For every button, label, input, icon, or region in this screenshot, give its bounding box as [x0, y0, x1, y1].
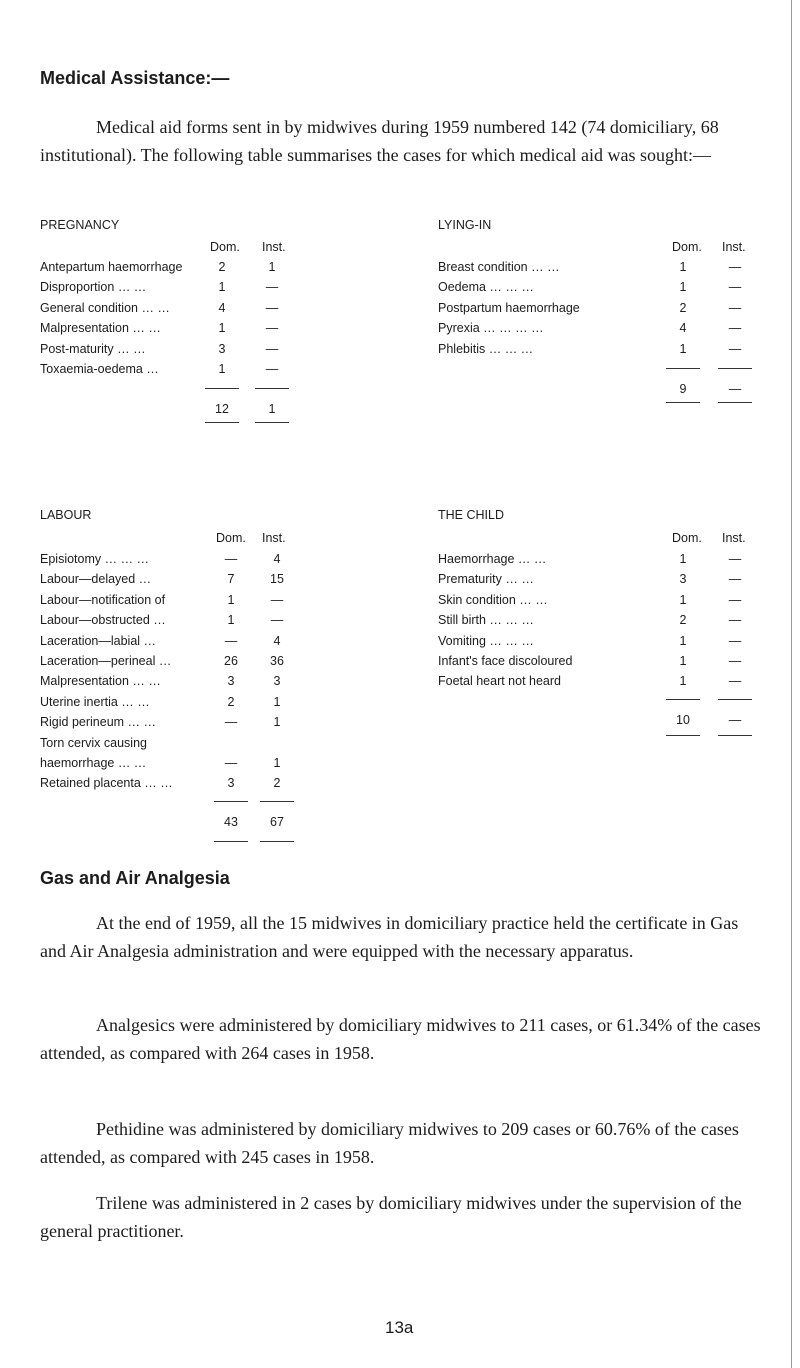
- row-inst-value: —: [728, 552, 742, 566]
- row-label: Still birth … … …: [438, 613, 534, 628]
- pregnancy-title: PREGNANCY: [40, 218, 120, 232]
- labour-row: [40, 776, 370, 796]
- labour-total-row: [40, 815, 370, 835]
- child-total-row: [438, 713, 768, 733]
- row-label: Post-maturity … …: [40, 341, 146, 356]
- child-row: [438, 634, 768, 654]
- labour-row: [40, 674, 370, 694]
- labour-table: [40, 508, 370, 838]
- row-label: Labour—notification of: [40, 592, 166, 607]
- gas-air-paragraph: At the end of 1959, all the 15 midwives in domiciliary practice held the certificate in Gas and Air Analgesia administration and were equipped with the necessary apparatus.: [40, 913, 739, 961]
- row-inst-value: —: [728, 633, 742, 648]
- row-inst-value: —: [265, 362, 279, 376]
- row-inst-value: —: [728, 300, 742, 315]
- row-label: Skin condition … …: [438, 592, 548, 607]
- page-edge-line: [791, 0, 792, 1368]
- row-dom-value: 1: [679, 592, 687, 607]
- row-dom-value: 4: [218, 300, 226, 315]
- child-row: [438, 552, 768, 572]
- row-dom-value: 2: [227, 694, 235, 709]
- total-rule-top: [214, 801, 248, 802]
- the-child-title: THE CHILD: [438, 508, 504, 522]
- row-dom-value: 26: [224, 654, 238, 668]
- row-dom-value: —: [224, 715, 238, 730]
- total-rule-top: [205, 388, 239, 389]
- row-inst-value: —: [265, 300, 279, 315]
- row-dom-value: 1: [679, 280, 687, 295]
- child-row: [438, 572, 768, 592]
- lying-in-title: LYING-IN: [438, 218, 492, 232]
- total-rule-bottom: [718, 402, 752, 403]
- lying-in-row: [438, 260, 768, 280]
- row-label: Pyrexia … … … …: [438, 321, 544, 336]
- analgesics-paragraph: Analgesics were administered by domiciliary midwives to 211 cases, or 61.34% of the cases attended, as compared with 264 cases in 1958.: [40, 1015, 761, 1063]
- total-dom-value: 10: [676, 712, 690, 727]
- row-dom-value: 1: [218, 321, 226, 336]
- row-label: Toxaemia-oedema …: [40, 362, 159, 376]
- pregnancy-dom-header: Dom.: [210, 240, 240, 254]
- total-rule-top: [666, 368, 700, 369]
- row-dom-value: 1: [218, 362, 226, 376]
- total-rule-bottom: [214, 841, 248, 842]
- row-inst-value: 1: [268, 260, 276, 274]
- row-inst-value: —: [728, 654, 742, 668]
- labour-row: [40, 552, 370, 572]
- row-label: Uterine inertia … …: [40, 694, 150, 709]
- child-row: [438, 654, 768, 674]
- row-inst-value: 4: [273, 633, 281, 648]
- total-rule-bottom: [666, 735, 700, 736]
- total-rule-bottom: [666, 402, 700, 403]
- row-label: Laceration—perineal …: [40, 654, 172, 668]
- row-dom-value: 1: [679, 654, 687, 668]
- the-child-inst-header: Inst.: [722, 531, 746, 545]
- row-dom-value: 1: [227, 613, 235, 628]
- row-inst-value: —: [265, 280, 279, 295]
- pregnancy-row: [40, 342, 360, 362]
- lying-in-inst-header: Inst.: [722, 240, 746, 254]
- row-label: Rigid perineum … …: [40, 715, 157, 730]
- row-inst-value: —: [265, 341, 279, 356]
- row-dom-value: 7: [227, 572, 235, 587]
- row-dom-value: —: [224, 552, 238, 566]
- row-label: Oedema … … …: [438, 280, 534, 295]
- row-inst-value: —: [270, 613, 284, 628]
- row-label: haemorrhage … …: [40, 756, 147, 770]
- row-dom-value: 1: [679, 341, 687, 356]
- page-number: 13a: [385, 1318, 414, 1337]
- row-dom-value: 2: [679, 300, 687, 315]
- total-rule-top: [260, 801, 294, 802]
- total-rule-bottom: [255, 422, 289, 423]
- row-inst-value: —: [728, 341, 742, 356]
- total-inst-value: —: [728, 382, 742, 396]
- row-dom-value: 4: [679, 321, 687, 336]
- pregnancy-table: [40, 218, 360, 417]
- row-inst-value: —: [728, 613, 742, 628]
- row-label: Breast condition … …: [438, 260, 560, 274]
- total-rule-bottom: [260, 841, 294, 842]
- row-label: General condition … …: [40, 300, 170, 315]
- labour-row: [40, 593, 370, 613]
- row-inst-value: —: [728, 321, 742, 336]
- intro-paragraph: Medical aid forms sent in by midwives during 1959 numbered 142 (74 domiciliary, 68 institutional). The following table summarises the cases for which medical aid was sought:—: [40, 117, 719, 165]
- heading-gas-air-analgesia: Gas and Air Analgesia: [40, 868, 230, 888]
- pethidine-paragraph: Pethidine was administered by domiciliary midwives to 209 cases or 60.76% of the cases attended, as compared with 245 cases in 1958.: [40, 1119, 739, 1167]
- row-label: Labour—delayed …: [40, 572, 152, 587]
- total-dom-value: 9: [679, 382, 687, 396]
- the-child-table: [438, 508, 768, 727]
- row-inst-value: —: [728, 674, 742, 689]
- row-dom-value: 1: [679, 260, 687, 274]
- total-rule-top: [718, 699, 752, 700]
- row-label: Laceration—labial …: [40, 633, 157, 648]
- pregnancy-total-row: [40, 402, 360, 422]
- labour-title: LABOUR: [40, 508, 92, 522]
- labour-dom-header: Dom.: [216, 531, 246, 545]
- pregnancy-row: [40, 260, 360, 280]
- pregnancy-row: [40, 321, 360, 341]
- row-label: Labour—obstructed …: [40, 613, 166, 628]
- row-inst-value: 1: [273, 715, 281, 730]
- row-dom-value: 3: [679, 572, 687, 587]
- row-dom-value: 3: [227, 674, 235, 689]
- total-rule-bottom: [718, 735, 752, 736]
- labour-row: [40, 634, 370, 654]
- labour-row: [40, 695, 370, 715]
- row-dom-value: 1: [218, 280, 226, 295]
- lying-in-row: [438, 280, 768, 300]
- row-label: Antepartum haemorrhage: [40, 260, 183, 274]
- labour-row: [40, 654, 370, 674]
- row-dom-value: 2: [218, 260, 226, 274]
- labour-row: [40, 756, 370, 776]
- child-row: [438, 674, 768, 694]
- labour-row: [40, 736, 370, 756]
- total-inst-value: 1: [268, 402, 276, 417]
- row-dom-value: —: [224, 756, 238, 770]
- lying-in-table: [438, 218, 768, 396]
- row-label: Torn cervix causing: [40, 735, 147, 750]
- row-inst-value: —: [265, 321, 279, 336]
- the-child-dom-header: Dom.: [672, 531, 702, 545]
- row-inst-value: —: [270, 592, 284, 607]
- row-label: Malpresentation … …: [40, 321, 161, 336]
- row-inst-value: —: [728, 592, 742, 607]
- total-dom-value: 12: [215, 402, 229, 417]
- row-dom-value: 2: [679, 613, 687, 628]
- labour-row: [40, 613, 370, 633]
- labour-row: [40, 572, 370, 592]
- total-rule-top: [666, 699, 700, 700]
- total-inst-value: —: [728, 712, 742, 727]
- row-label: Disproportion … …: [40, 280, 147, 295]
- row-dom-value: 1: [227, 592, 235, 607]
- row-dom-value: 3: [218, 341, 226, 356]
- heading-medical-assistance: Medical Assistance:—: [40, 68, 230, 88]
- trilene-paragraph: Trilene was administered in 2 cases by domiciliary midwives under the supervision of the general practitioner.: [40, 1193, 742, 1241]
- total-inst-value: 67: [270, 814, 284, 829]
- row-inst-value: 15: [270, 572, 284, 587]
- child-row: [438, 593, 768, 613]
- lying-in-row: [438, 301, 768, 321]
- row-dom-value: 3: [227, 776, 235, 791]
- row-inst-value: 4: [273, 552, 281, 566]
- row-dom-value: 1: [679, 674, 687, 689]
- row-inst-value: —: [728, 280, 742, 295]
- pregnancy-row: [40, 301, 360, 321]
- row-dom-value: 1: [679, 633, 687, 648]
- row-label: Phlebitis … … …: [438, 341, 534, 356]
- row-inst-value: 3: [273, 674, 281, 689]
- labour-row: [40, 715, 370, 735]
- row-dom-value: 1: [679, 552, 687, 566]
- pregnancy-row: [40, 280, 360, 300]
- child-row: [438, 613, 768, 633]
- row-inst-value: —: [728, 260, 742, 274]
- row-inst-value: 2: [273, 776, 281, 791]
- row-inst-value: 36: [270, 654, 284, 668]
- labour-inst-header: Inst.: [262, 531, 286, 545]
- row-inst-value: 1: [273, 756, 281, 770]
- row-label: Episiotomy … … …: [40, 552, 150, 566]
- pregnancy-inst-header: Inst.: [262, 240, 286, 254]
- total-rule-top: [718, 368, 752, 369]
- lying-in-row: [438, 342, 768, 362]
- row-label: Malpresentation … …: [40, 674, 161, 689]
- total-rule-bottom: [205, 422, 239, 423]
- total-rule-top: [255, 388, 289, 389]
- row-label: Prematurity … …: [438, 572, 534, 587]
- row-label: Haemorrhage … …: [438, 552, 547, 566]
- lying-in-dom-header: Dom.: [672, 240, 702, 254]
- row-label: Infant's face discoloured: [438, 654, 573, 668]
- row-inst-value: 1: [273, 694, 281, 709]
- row-label: Vomiting … … …: [438, 633, 534, 648]
- total-dom-value: 43: [224, 814, 238, 829]
- lying-in-row: [438, 321, 768, 341]
- row-label: Postpartum haemorrhage: [438, 300, 580, 315]
- row-label: Retained placenta … …: [40, 776, 173, 791]
- lying-in-total-row: [438, 382, 768, 402]
- row-label: Foetal heart not heard: [438, 674, 561, 689]
- row-inst-value: —: [728, 572, 742, 587]
- row-dom-value: —: [224, 633, 238, 648]
- pregnancy-row: [40, 362, 360, 382]
